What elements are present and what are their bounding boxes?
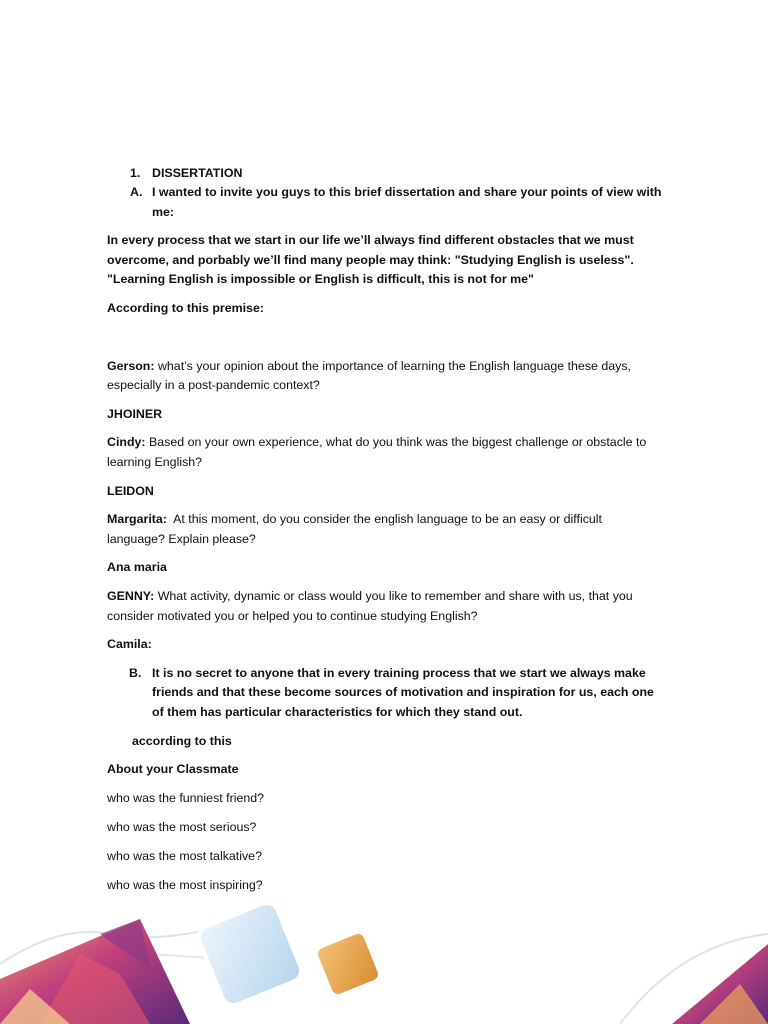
list-number: B. — [129, 666, 142, 681]
answer-ana-maria: Ana maria — [107, 560, 167, 575]
heading-dissertation — [107, 164, 662, 183]
classmate-question: who was the funniest friend? — [107, 791, 265, 806]
document-body — [107, 164, 662, 904]
list-text: DISSERTATION — [152, 166, 243, 180]
speaker-name: Margarita: — [107, 512, 167, 527]
speaker-name: Gerson: — [107, 358, 155, 373]
list-item-b — [107, 664, 662, 722]
question-genny — [107, 587, 662, 626]
question-gerson — [107, 357, 662, 396]
classmate-question: who was the most inspiring? — [107, 877, 263, 892]
list-number: A. — [130, 185, 143, 200]
classmate-question: who was the most serious? — [107, 819, 257, 834]
question-cindy — [107, 433, 662, 472]
list-text: I wanted to invite you guys to this brief dissertation and share your points of view with me: — [152, 185, 662, 219]
question-text: what’s your opinion about the importance of learning the English language these days, especially in a post-pandemic context? — [107, 358, 631, 392]
speaker-name: GENNY: — [107, 589, 155, 604]
premise-text: According to this premise: — [107, 300, 264, 315]
decorative-footer-graphic — [0, 894, 768, 1024]
answer-leidon: LEIDON — [107, 483, 154, 498]
orange-tile — [314, 930, 382, 998]
classmate-question: who was the most talkative? — [107, 848, 262, 863]
answer-jhoiner: JHOINER — [107, 406, 163, 421]
according-text: according to this — [132, 733, 232, 748]
list-text: It is no secret to anyone that in every training process that we start we always make friends and that these become sources of motivation and inspiration for us, each one of them has particular characteristics for which they stand out. — [152, 666, 654, 719]
classmate-heading: About your Classmate — [107, 762, 239, 777]
spacer — [107, 328, 662, 357]
speaker-name: Cindy: — [107, 435, 146, 450]
question-text: At this moment, do you consider the english language to be an easy or difficult language? Explain please? — [107, 512, 606, 546]
answer-camila: Camila: — [107, 637, 152, 652]
question-text: Based on your own experience, what do you think was the biggest challenge or obstacle to learning English? — [107, 435, 647, 469]
question-text: What activity, dynamic or class would you like to remember and share with us, that you consider motivated you or helped you to continue studying English? — [107, 589, 633, 623]
list-item-a — [107, 183, 662, 222]
blue-tile — [195, 899, 304, 1008]
intro-line-1: In every process that we start in our life we’ll always find different obstacles that we must overcome, and porbably we’ll find many people may think: "Studying English is useless". — [107, 233, 634, 267]
intro-line-2: "Learning English is impossible or English is difficult, this is not for me" — [107, 271, 534, 286]
list-number: 1. — [130, 166, 141, 180]
intro-paragraph — [107, 231, 662, 289]
question-margarita — [107, 510, 662, 549]
